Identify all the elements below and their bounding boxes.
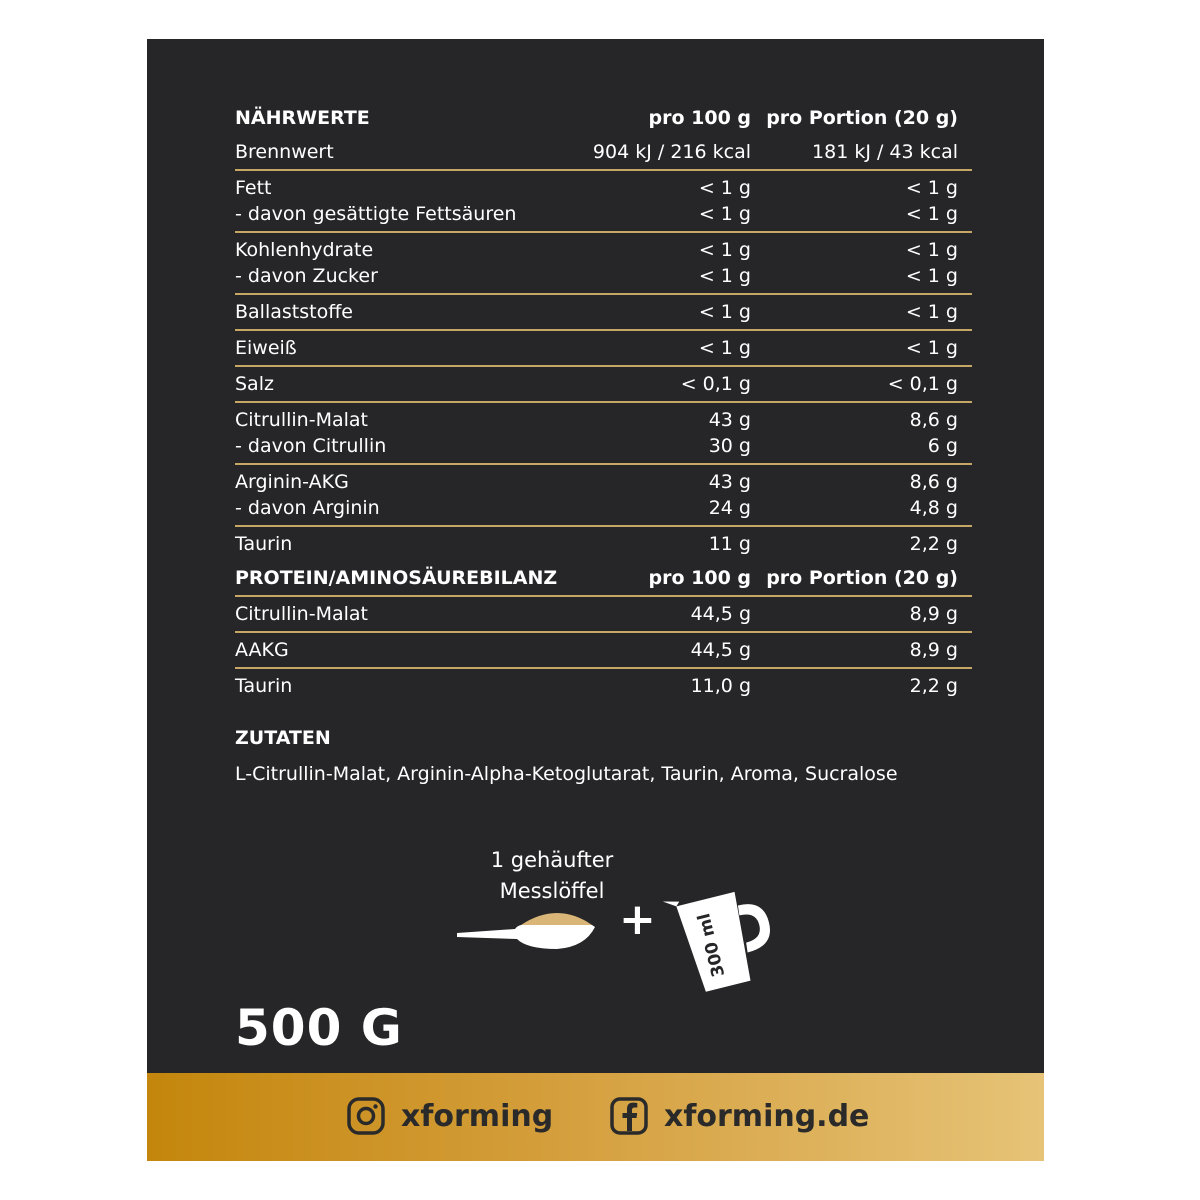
amino-header-label: PROTEIN/AMINOSÄUREBILANZ [235,567,558,589]
row-label: Arginin-AKG [235,471,349,493]
row-col1: < 1 g [698,301,751,323]
cup-label: 300 ml [694,911,730,979]
facebook-label: xforming.de [664,1098,870,1134]
row-subcol1: 24 g [708,497,751,519]
energy-col2: 181 kJ / 43 kcal [812,141,958,163]
row-col1: 44,5 g [690,603,751,625]
instagram-label: xforming [401,1098,554,1134]
row-col2: < 1 g [905,177,958,199]
nutrition-row-taurin [235,527,972,561]
row-col2: < 0,1 g [887,373,958,395]
nutrition-header-col2: pro Portion (20 g) [766,107,958,129]
nutrition-row-ballaststoffe [235,295,972,331]
amino-row-citrullin-malat [235,597,972,633]
row-col1: 44,5 g [690,639,751,661]
row-col1: < 1 g [698,239,751,261]
row-col2: < 1 g [905,337,958,359]
row-subcol2: < 1 g [905,265,958,287]
row-label: Fett [235,177,272,199]
row-col1: < 0,1 g [680,373,751,395]
row-col1: < 1 g [698,177,751,199]
row-subcol2: < 1 g [905,203,958,225]
row-subcol2: 4,8 g [909,497,958,519]
energy-label: Brennwert [235,141,334,163]
row-col1: 11,0 g [690,675,751,697]
row-label: Ballaststoffe [235,301,353,323]
nutrition-table [235,101,972,703]
row-col2: 2,2 g [909,675,958,697]
row-col1: 43 g [708,471,751,493]
nutrition-row-salz [235,367,972,403]
row-label: Citrullin-Malat [235,409,368,431]
product-label-panel [147,39,1044,1161]
social-footer [147,1073,1044,1161]
net-weight: 500 G [235,999,403,1057]
row-sublabel: - davon Zucker [235,265,378,287]
amino-header-row [235,561,972,597]
dosage-instructions [447,839,787,979]
plus-sign: + [619,894,656,945]
row-subcol1: < 1 g [698,265,751,287]
row-sublabel: - davon Arginin [235,497,380,519]
row-label: Eiweiß [235,337,297,359]
scoop-line2: Messlöffel [499,879,605,903]
row-col2: 2,2 g [909,533,958,555]
energy-col1: 904 kJ / 216 kcal [592,141,751,163]
row-col2: < 1 g [905,239,958,261]
row-col2: 8,6 g [909,471,958,493]
nutrition-header-row [235,101,972,135]
ingredients-title: ZUTATEN [235,727,331,749]
facebook-icon [610,1097,648,1135]
measuring-cup-icon [659,879,779,995]
row-col1: 11 g [708,533,751,555]
row-subcol1: 30 g [708,435,751,457]
row-label: Citrullin-Malat [235,603,368,625]
row-label: Taurin [235,533,293,555]
amino-header-col1: pro 100 g [648,567,751,589]
amino-row-aakg [235,633,972,669]
row-subcol2: 6 g [927,435,958,457]
row-label: Taurin [235,675,293,697]
amino-header-col2: pro Portion (20 g) [766,567,958,589]
instagram-icon [347,1097,385,1135]
row-subcol1: < 1 g [698,203,751,225]
row-sublabel: - davon Citrullin [235,435,387,457]
nutrition-header-col1: pro 100 g [648,107,751,129]
amino-row-taurin [235,669,972,703]
row-sublabel: - davon gesättigte Fettsäuren [235,203,517,225]
row-col2: < 1 g [905,301,958,323]
row-label: Kohlenhydrate [235,239,374,261]
row-label: AAKG [235,639,289,661]
ingredients-text: L-Citrullin-Malat, Arginin-Alpha-Ketoglutarat, Taurin, Aroma, Sucralose [235,763,898,785]
row-label: Salz [235,373,274,395]
nutrition-row-fett [235,171,972,233]
nutrition-row-citrullin [235,403,972,465]
row-col1: < 1 g [698,337,751,359]
row-col2: 8,6 g [909,409,958,431]
instagram-handle[interactable] [347,1097,553,1135]
facebook-handle[interactable] [610,1097,869,1135]
nutrition-row-kohlenhydrate [235,233,972,295]
row-col2: 8,9 g [909,603,958,625]
row-col1: 43 g [708,409,751,431]
scoop-line1: 1 gehäufter [490,848,614,872]
nutrition-energy-row [235,135,972,171]
row-col2: 8,9 g [909,639,958,661]
nutrition-row-eiweiss [235,331,972,367]
nutrition-row-arginin [235,465,972,527]
nutrition-header-label: NÄHRWERTE [235,107,370,129]
scoop-icon [455,905,600,955]
